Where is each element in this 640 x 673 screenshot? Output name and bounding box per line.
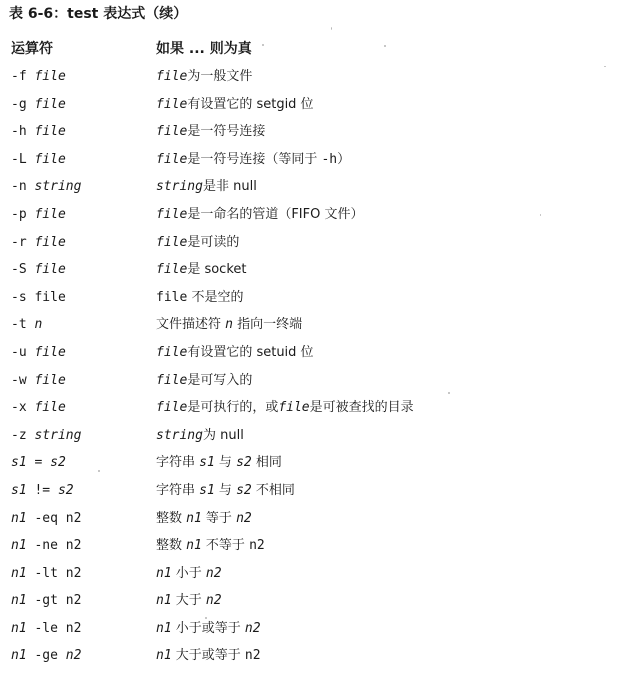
- description-text: 为 null: [202, 427, 244, 443]
- description-text: 整数: [156, 538, 187, 554]
- table-row: [0, 480, 640, 508]
- operator-text: -f: [11, 69, 35, 84]
- operator-text: -L: [11, 151, 35, 167]
- scan-speck: [448, 392, 450, 394]
- description-cell: [156, 645, 261, 667]
- operator-text: -eq n2: [26, 510, 82, 526]
- scan-speck: [384, 45, 386, 47]
- description-text: 文件描述符: [156, 317, 226, 333]
- description-cell: [156, 397, 414, 419]
- description-text: 不相同: [251, 482, 295, 498]
- description-cell: [156, 590, 222, 612]
- operator-text: -S: [11, 262, 35, 278]
- description-cell: [156, 425, 244, 447]
- operator-text: n1: [11, 593, 27, 609]
- table-header: [0, 38, 640, 60]
- operator-text: -r: [11, 234, 35, 250]
- scan-speck: [262, 44, 264, 46]
- description-text: n1: [186, 538, 202, 554]
- operator-text: -p: [11, 206, 35, 222]
- operator-text: file: [34, 400, 66, 416]
- description-text: s1: [199, 455, 215, 471]
- operator-cell: [11, 452, 66, 474]
- description-text: file: [156, 400, 188, 416]
- operator-text: file: [34, 344, 66, 360]
- description-text: n1: [156, 648, 172, 664]
- operator-text: string: [34, 179, 82, 195]
- description-text: n2: [249, 538, 265, 554]
- scan-speck: [98, 470, 100, 472]
- operator-text: s2: [50, 455, 66, 471]
- description-text: 不是空的: [187, 289, 244, 305]
- table-row: [0, 204, 640, 232]
- description-cell: [156, 94, 314, 116]
- description-text: 有设置它的 setgid 位: [187, 96, 314, 112]
- operator-text: -u: [11, 344, 35, 360]
- description-cell: [156, 204, 363, 226]
- table-body: [0, 66, 640, 673]
- operator-cell: [11, 645, 81, 667]
- operator-text: file: [34, 262, 66, 278]
- operator-cell: [11, 618, 81, 640]
- description-cell: [156, 66, 252, 88]
- operator-cell: [11, 176, 81, 198]
- table-row: [0, 535, 640, 563]
- description-cell: [156, 149, 350, 171]
- operator-cell: [11, 121, 66, 143]
- description-text: file: [156, 206, 188, 222]
- operator-text: -gt n2: [26, 593, 82, 609]
- description-text: 不等于: [201, 538, 250, 554]
- table-row: [0, 149, 640, 177]
- description-text: file: [156, 151, 188, 167]
- description-text: s1: [199, 482, 215, 498]
- operator-text: file: [34, 151, 66, 167]
- description-text: file: [156, 289, 188, 305]
- table-row: [0, 259, 640, 287]
- description-cell: [156, 176, 257, 198]
- table-row: [0, 176, 640, 204]
- description-text: string: [156, 179, 203, 195]
- description-cell: [156, 287, 243, 309]
- operator-text: -ge: [26, 648, 66, 664]
- description-text: 大于: [171, 593, 206, 609]
- description-cell: [156, 452, 282, 474]
- table-row: [0, 563, 640, 591]
- operator-text: -g: [11, 96, 35, 112]
- table-row: [0, 94, 640, 122]
- header-meaning: 如果 ... 则为真: [156, 41, 252, 57]
- description-text: 是可被查找的目录: [309, 400, 414, 416]
- operator-cell: [11, 508, 81, 530]
- operator-text: -le n2: [26, 620, 82, 636]
- operator-cell: [11, 563, 81, 585]
- description-text: ）: [337, 151, 351, 167]
- table-row: [0, 287, 640, 315]
- operator-cell: [11, 425, 81, 447]
- description-text: s2: [236, 455, 252, 471]
- operator-text: file: [34, 124, 66, 140]
- table-row: [0, 618, 640, 646]
- description-text: n2: [244, 620, 261, 636]
- operator-cell: [11, 204, 66, 226]
- description-text: 是可写入的: [187, 372, 253, 388]
- operator-cell: [11, 149, 66, 171]
- description-text: n1: [156, 593, 172, 609]
- description-cell: [156, 480, 295, 502]
- description-text: 有设置它的 setuid 位: [187, 344, 314, 360]
- description-text: file: [156, 124, 188, 140]
- description-cell: [156, 618, 261, 640]
- scan-speck: [540, 214, 541, 216]
- table-row: [0, 645, 640, 673]
- operator-cell: [11, 232, 66, 254]
- operator-text: -s file: [11, 289, 66, 305]
- operator-text: file: [34, 234, 66, 250]
- description-cell: [156, 342, 314, 364]
- description-text: file: [156, 96, 188, 112]
- operator-text: file: [34, 69, 66, 84]
- operator-cell: [11, 590, 81, 612]
- operator-cell: [11, 480, 74, 502]
- operator-cell: [11, 94, 66, 116]
- description-cell: [156, 259, 246, 281]
- description-text: 小于: [171, 565, 206, 581]
- description-text: 与: [214, 455, 237, 471]
- operator-text: n1: [11, 648, 27, 664]
- description-text: 等于: [201, 510, 237, 526]
- description-text: n2: [205, 565, 222, 581]
- operator-text: -z: [11, 427, 35, 443]
- operator-text: n2: [65, 648, 82, 664]
- operator-text: file: [34, 206, 66, 222]
- description-text: file: [156, 262, 188, 278]
- operator-text: n1: [11, 565, 27, 581]
- description-text: file: [156, 234, 188, 250]
- table-row: [0, 232, 640, 260]
- operator-text: -ne n2: [26, 538, 82, 554]
- description-text: 为一般文件: [187, 69, 253, 84]
- scan-speck: [604, 66, 606, 67]
- description-text: n2: [205, 593, 222, 609]
- description-text: n1: [156, 565, 172, 581]
- operator-cell: [11, 370, 66, 392]
- description-text: 字符串: [156, 482, 200, 498]
- description-text: n1: [186, 510, 202, 526]
- description-text: n2: [244, 648, 261, 664]
- description-cell: [156, 121, 265, 143]
- description-text: file: [156, 344, 188, 360]
- table-row: [0, 425, 640, 453]
- operator-text: n1: [11, 538, 27, 554]
- description-text: 小于或等于: [171, 620, 245, 636]
- description-text: file: [156, 372, 188, 388]
- operator-text: !=: [26, 482, 58, 498]
- description-cell: [156, 314, 302, 336]
- description-cell: [156, 563, 222, 585]
- operator-text: file: [34, 372, 66, 388]
- description-text: 指向一终端: [232, 317, 303, 333]
- description-text: n: [225, 317, 233, 333]
- operator-text: -w: [11, 372, 35, 388]
- table-row: [0, 590, 640, 618]
- operator-text: n1: [11, 510, 27, 526]
- description-text: 整数: [156, 510, 187, 526]
- table-row: [0, 121, 640, 149]
- description-text: string: [156, 427, 203, 443]
- table-row: [0, 342, 640, 370]
- table-row: [0, 314, 640, 342]
- description-cell: [156, 370, 252, 392]
- description-text: 字符串: [156, 455, 200, 471]
- description-cell: [156, 508, 252, 530]
- table-caption: 表 6-6：test 表达式（续）: [9, 6, 188, 22]
- operator-text: n: [34, 317, 43, 333]
- operator-cell: [11, 342, 66, 364]
- description-text: 大于或等于: [171, 648, 245, 664]
- description-text: 相同: [251, 455, 282, 471]
- scan-speck: [331, 27, 332, 30]
- operator-text: s2: [57, 482, 74, 498]
- operator-text: =: [26, 455, 51, 471]
- operator-cell: [11, 287, 66, 309]
- description-text: -h: [321, 151, 338, 167]
- header-operator: 运算符: [11, 41, 53, 57]
- operator-text: s1: [11, 455, 27, 471]
- scan-speck: [205, 617, 207, 619]
- description-text: 是可读的: [187, 234, 240, 250]
- description-text: 与: [214, 482, 237, 498]
- description-cell: [156, 535, 265, 557]
- operator-text: -x: [11, 400, 35, 416]
- operator-text: s1: [11, 482, 27, 498]
- table-row: [0, 452, 640, 480]
- description-text: 是可执行的，或: [187, 400, 279, 416]
- description-text: 是一符号连接: [187, 124, 266, 140]
- description-text: 是一符号连接（等同于: [187, 151, 322, 167]
- description-text: file: [278, 400, 310, 416]
- table-row: [0, 66, 640, 94]
- operator-text: -n: [11, 179, 35, 195]
- operator-cell: [11, 397, 66, 419]
- description-text: s2: [236, 482, 252, 498]
- operator-cell: [11, 535, 81, 557]
- description-text: 是一命名的管道（FIFO 文件）: [187, 206, 364, 222]
- table-row: [0, 397, 640, 425]
- operator-cell: [11, 66, 66, 88]
- operator-cell: [11, 259, 66, 281]
- operator-text: -lt n2: [26, 565, 82, 581]
- operator-text: n1: [11, 620, 27, 636]
- description-text: file: [156, 69, 188, 84]
- description-text: n2: [236, 510, 252, 526]
- operator-text: string: [34, 427, 82, 443]
- description-text: 是非 null: [202, 179, 257, 195]
- operator-text: -h: [11, 124, 35, 140]
- description-text: n1: [156, 620, 172, 636]
- description-text: 是 socket: [187, 262, 247, 278]
- table-row: [0, 508, 640, 536]
- description-cell: [156, 232, 239, 254]
- operator-cell: [11, 314, 42, 336]
- table-row: [0, 370, 640, 398]
- operator-text: -t: [11, 317, 35, 333]
- operator-text: file: [34, 96, 66, 112]
